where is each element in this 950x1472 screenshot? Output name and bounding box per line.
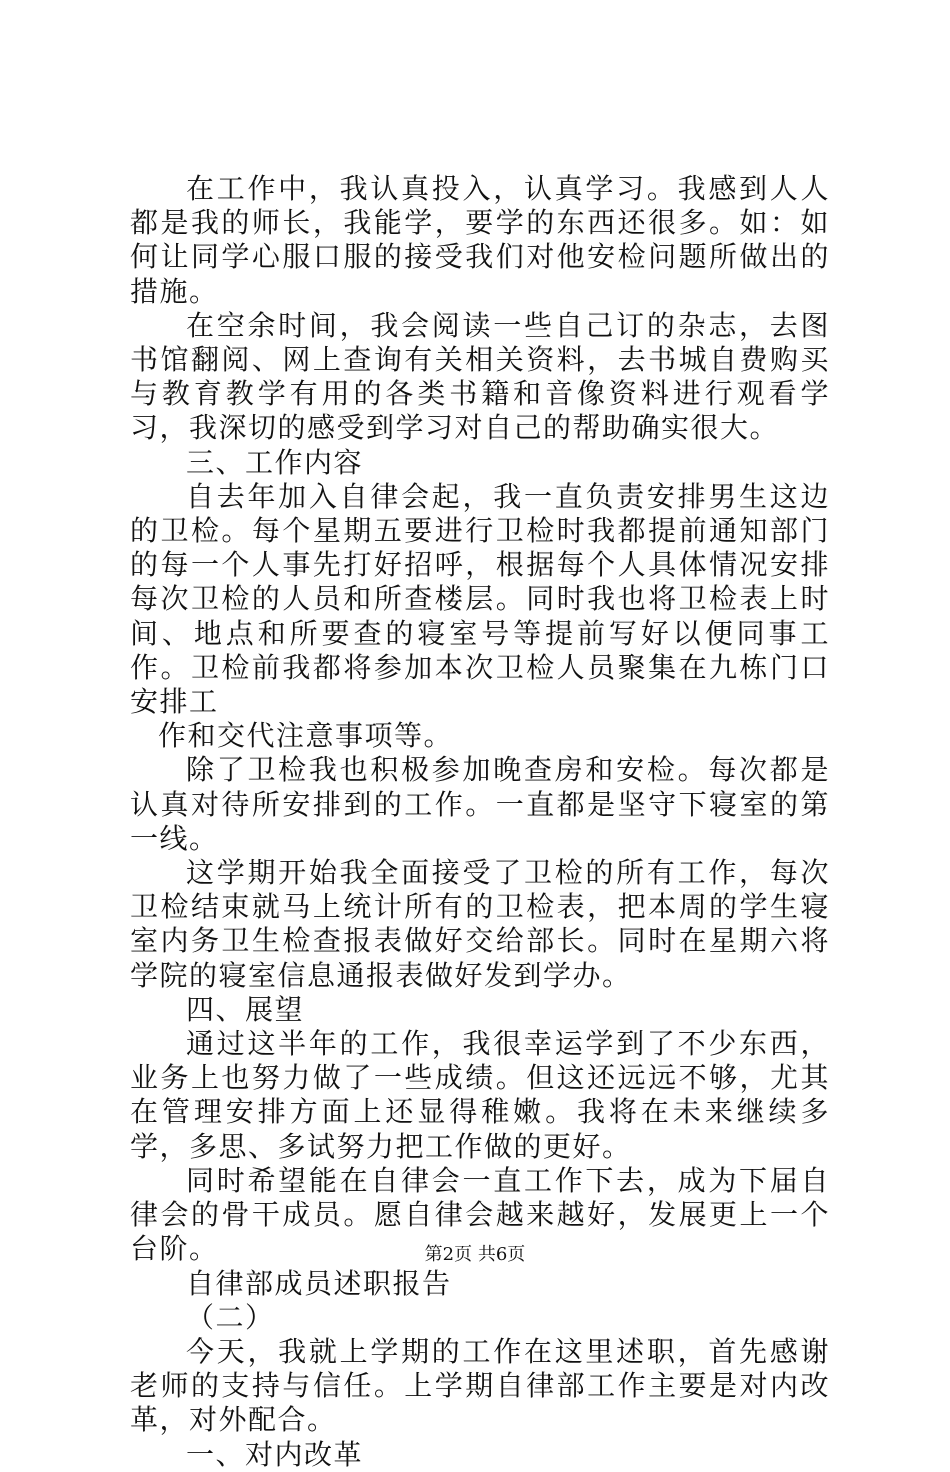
report-part-label: （二） xyxy=(186,1300,275,1334)
paragraph-spare-time: 在空余时间，我会阅读一些自己订的杂志，去图书馆翻阅、网上查询有关相关资料，去书城自费购买与教育教学有用的各类书籍和音像资料进行观看学习，我深切的感受到学习对自己的帮助确实很大。 xyxy=(130,308,830,445)
page-number: 第2页 共6页 xyxy=(424,1244,526,1265)
paragraph-continuation: 作和交代注意事项等。 xyxy=(158,719,454,753)
report-title: 自律部成员述职报告 xyxy=(186,1266,452,1300)
paragraph-outlook: 通过这半年的工作，我很幸运学到了不少东西，业务上也努力做了一些成绩。但这还远远不够，尤其在管理安排方面上还显得稚嫩。我将在未来继续多学，多思、多试努力把工作做的更好。 xyxy=(130,1027,830,1163)
paragraph-semester-work: 这学期开始我全面接受了卫检的所有工作，每次卫检结束就马上统计所有的卫检表，把本周的学生寝室内务卫生检查报表做好交给部长。同时在星期六将学院的寝室信息通报表做好发到学办。 xyxy=(130,856,830,992)
paragraph-study: 在工作中，我认真投入，认真学习。我感到人人都是我的师长，我能学，要学的东西还很多。如：如何让同学心服口服的接受我们对他安检问题所做出的措施。 xyxy=(130,172,830,308)
paragraph-hygiene-check: 自去年加入自律会起，我一直负责安排男生这边的卫检。每个星期五要进行卫检时我都提前通知部门的每一个人事先打好招呼，根据每个人具体情况安排每次卫检的人员和所查楼层。同时我也将卫检表上时间、地点和所要查的寝室号等提前写好以便同事工作。卫检前我都将参加本次卫检人员聚集在九栋门口安排工 xyxy=(130,479,830,719)
document-body xyxy=(130,172,830,1472)
section-heading-internal-reform: 一、对内改革 xyxy=(186,1437,364,1471)
section-heading-outlook: 四、展望 xyxy=(186,992,305,1026)
paragraph-room-inspection: 除了卫检我也积极参加晚查房和安检。每次都是认真对待所安排到的工作。一直都是坚守下寝室的第一线。 xyxy=(130,753,830,855)
section-heading-work-content: 三、工作内容 xyxy=(186,445,364,479)
page-footer xyxy=(0,1240,950,1266)
paragraph-hope: 同时希望能在自律会一直工作下去，成为下届自律会的骨干成员。愿自律会越来越好，发展更上一个台阶。 xyxy=(130,1163,830,1266)
paragraph-report-intro: 今天，我就上学期的工作在这里述职，首先感谢老师的支持与信任。上学期自律部工作主要是对内改革，对外配合。 xyxy=(130,1334,830,1437)
